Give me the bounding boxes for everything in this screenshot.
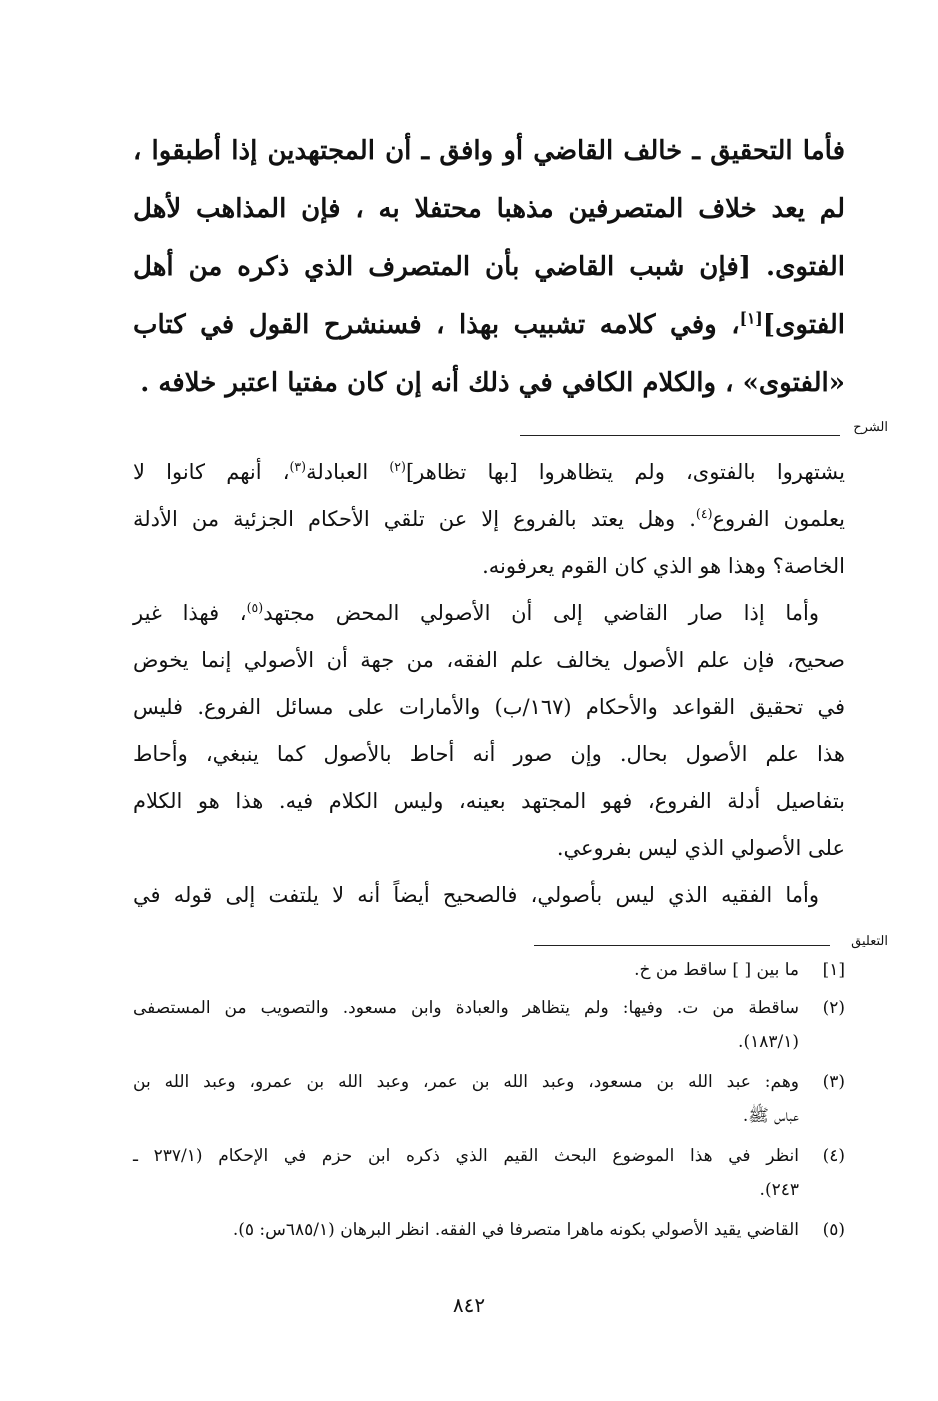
main-text-line: «الفتوى» ، والكلام الكافي في ذلك أنه إن كان مفتيا اعتبر خلافه . [140, 368, 845, 398]
footnote-line: القاضي يقيد الأصولي بكونه ماهرا متصرفا في الفقه. انظر البرهان (٦٨٥/١س: ٥). [232, 1220, 799, 1240]
footnote-number: (٢) [822, 998, 845, 1018]
page-number: ٨٤٢ [452, 1293, 486, 1317]
footnote-number: (٤) [822, 1146, 845, 1166]
notes-label: التعليق [851, 934, 888, 949]
commentary-segment: يشتهروا بالفتوى، ولم يتظاهروا [بها تظاهر] [405, 460, 845, 484]
commentary-line: صحيح، فإن علم الأصول يخالف علم الفقه، من جهة أن الأصولي إنما يخوض [133, 648, 845, 672]
footnote-ref: (٢) [389, 459, 406, 474]
main-text-line [133, 296, 845, 354]
footnote-text [133, 953, 799, 987]
footnote-text [133, 1213, 799, 1247]
commentary-line: الخاصة؟ وهذا هو الذي كان القوم يعرفونه. [482, 554, 845, 578]
footnote-number: (٣) [822, 1072, 845, 1092]
footnote-number: [١] [822, 960, 845, 980]
footnote-text [133, 1139, 799, 1207]
main-text [133, 122, 845, 422]
commentary-segment: . وهل يعتد بالفروع إلا عن تلقي الأحكام الجزئية من الأدلة [133, 507, 696, 531]
commentary-divider [520, 435, 840, 436]
commentary-label: الشرح [853, 420, 888, 435]
main-text-line: الفتوى. [فإن شبب القاضي بأن المتصرف الذي ذكره من أهل [133, 252, 845, 282]
commentary-segment: ، فهذا غير [133, 601, 247, 625]
notes-divider [534, 945, 830, 946]
footnote-ref: (٤) [695, 506, 713, 521]
footnote-text [133, 1065, 799, 1133]
footnote-ref: (٣) [289, 459, 307, 474]
commentary-line [133, 450, 845, 495]
commentary-line: في تحقيق القواعد والأحكام (١٦٧/ب) والأمارات على مسائل الفروع. فليس [133, 695, 845, 719]
footnote-line: عباس ﷺ. [742, 1106, 799, 1126]
footnote-ref: [١] [739, 308, 763, 328]
commentary-segment: العبادلة [306, 460, 390, 484]
commentary-segment: ، أنهم كانوا لا [133, 460, 290, 484]
footnote-line: ٢٤٣). [759, 1180, 799, 1200]
commentary-segment: يعلمون الفروع [712, 507, 845, 531]
footnote-line: وهم: عبد الله بن مسعود، وعبد الله بن عمر، وعبد الله بن عمرو، وعبد الله بن [133, 1072, 799, 1092]
footnote-text [133, 991, 799, 1059]
commentary-line: بتفاصيل أدلة الفروع، فهو المجتهد بعينه، وليس الكلام فيه. هذا هو الكلام [133, 789, 845, 813]
commentary-text [133, 450, 845, 930]
footnote-line: انظر في هذا الموضوع البحث القيم الذي ذكره ابن حزم في الإحكام (٢٣٧/١ ـ [133, 1146, 799, 1166]
footnotes [133, 953, 845, 1243]
commentary-line: على الأصولي الذي ليس بفروعي. [556, 836, 845, 860]
main-text-segment: الفتوى] [762, 310, 845, 340]
commentary-line [133, 591, 819, 636]
main-text-line: لم يعد خلاف المتصرفين مذهبا محتفلا به ، فإن المذاهب لأهل [133, 194, 845, 224]
commentary-segment: وأما إذا صار القاضي إلى أن الأصولي المحض مجتهد [263, 601, 819, 625]
footnote-line: (١٨٣/١). [738, 1032, 799, 1052]
commentary-line [133, 497, 845, 542]
main-text-line: فأما التحقيق ـ خالف القاضي أو وافق ـ أن المجتهدين إذا أطبقوا ، [133, 136, 845, 166]
footnote-number: (٥) [822, 1220, 845, 1240]
footnote-line: ما بين [ ] ساقط من خ. [634, 960, 799, 980]
commentary-line: هذا علم الأصول بحال. وإن صور أنه أحاط بالأصول كما ينبغي، وأحاط [133, 742, 845, 766]
footnote-ref: (٥) [246, 600, 264, 615]
commentary-line: وأما الفقيه الذي ليس بأصولي، فالصحيح أيضاً أنه لا يلتفت إلى قوله في [133, 883, 819, 907]
main-text-segment: ، وفي كلامه تشبيب بهذا ، فسنشرح القول في كتاب [133, 310, 740, 340]
footnote-line: ساقطة من ت. وفيها: ولم يتظاهر والعبادة وابن مسعود. والتصويب من المستصفى [133, 998, 799, 1018]
